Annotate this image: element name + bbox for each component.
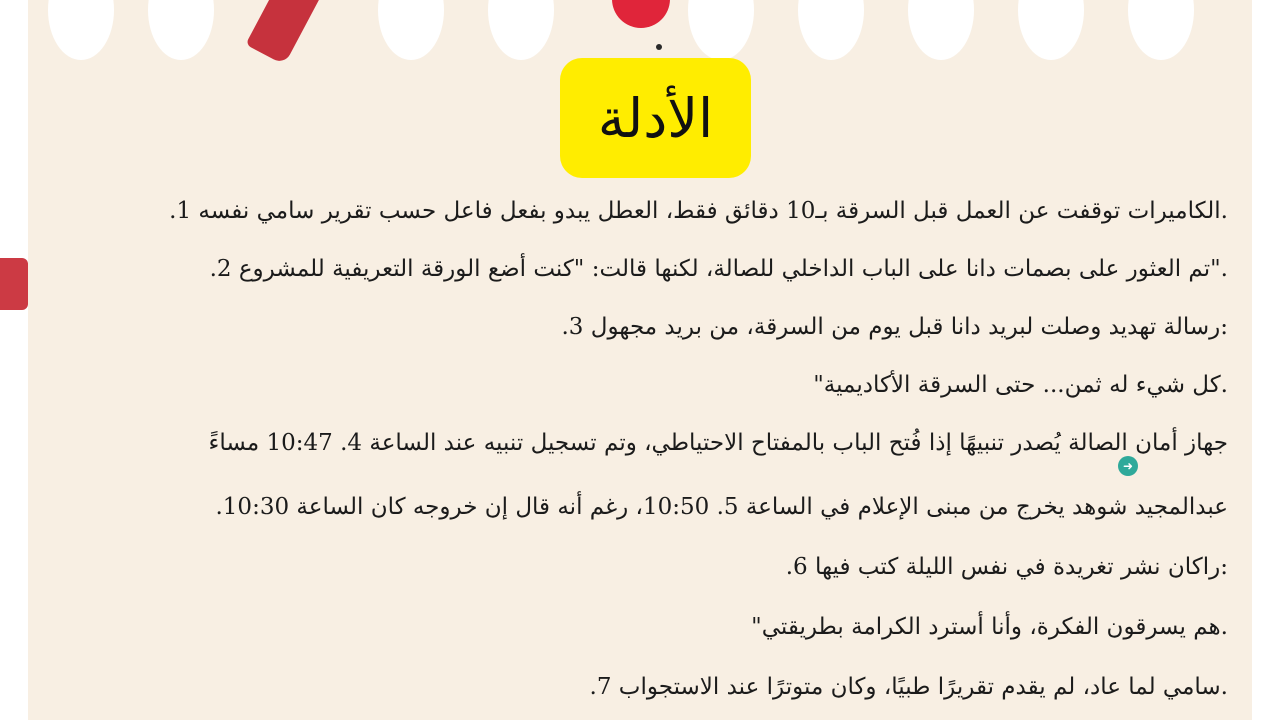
pin-point [656, 44, 662, 50]
decor-scallop [688, 0, 754, 60]
slide-canvas [28, 0, 1252, 720]
evidence-line: .الكاميرات توقفت عن العمل قبل السرقة بـ10 دقائق فقط، العطل يبدو بفعل فاعل حسب تقرير سامي نفسه 1. [169, 198, 1228, 224]
decor-red-ribbon [245, 0, 326, 65]
evidence-line: .هم يسرقون الفكرة، وأنا أسترد الكرامة بطريقتي" [751, 614, 1228, 640]
decor-scallop [1018, 0, 1084, 60]
evidence-line: عبدالمجيد شوهد يخرج من مبنى الإعلام في الساعة 5. 10:50، رغم أنه قال إن خروجه كان الساعة 10:30. [215, 494, 1228, 520]
pushpin-icon [612, 0, 670, 28]
title-box [560, 58, 751, 178]
evidence-line: ."تم العثور على بصمات دانا على الباب الداخلي للصالة، لكنها قالت: "كنت أضع الورقة التعريفية للمشروع 2. [209, 256, 1228, 282]
evidence-line: .كل شيء له ثمن... حتى السرقة الأكاديمية" [813, 372, 1228, 398]
decor-scallop [48, 0, 114, 60]
decor-scallop [148, 0, 214, 60]
decor-scallop [908, 0, 974, 60]
arrow-right-circle-icon[interactable]: ➜ [1118, 456, 1138, 476]
evidence-line: :راكان نشر تغريدة في نفس الليلة كتب فيها 6. [785, 554, 1228, 580]
decor-scallop [488, 0, 554, 60]
decor-scallop [798, 0, 864, 60]
decor-scallop [1128, 0, 1194, 60]
evidence-line: .سامي لما عاد، لم يقدم تقريرًا طبيًا، وكان متوترًا عند الاستجواب 7. [589, 674, 1228, 700]
decor-red-tab [0, 258, 28, 310]
slide-title: الأدلة [597, 86, 714, 150]
evidence-line: جهاز أمان الصالة يُصدر تنبيهًا إذا فُتح الباب بالمفتاح الاحتياطي، وتم تسجيل تنبيه عند الساعة 4. 10:47 مساءً [208, 430, 1228, 456]
decor-scallop [378, 0, 444, 60]
evidence-line: :رسالة تهديد وصلت لبريد دانا قبل يوم من السرقة، من بريد مجهول 3. [561, 314, 1228, 340]
